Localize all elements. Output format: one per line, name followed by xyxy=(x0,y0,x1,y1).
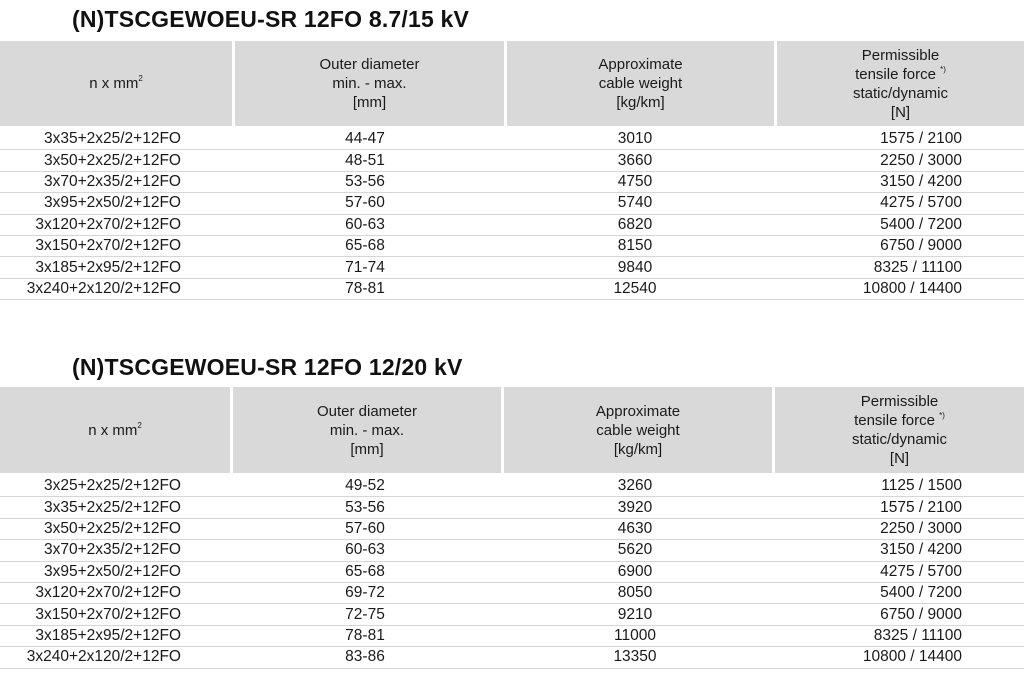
table-row xyxy=(0,476,1024,497)
cell-force: 3150 / 4200 xyxy=(880,172,962,190)
cell-force: 1125 / 1500 xyxy=(881,477,962,495)
cell-size: 3x95+2x50/2+12FO xyxy=(43,194,181,212)
cell-size: 3x150+2x70/2+12FO xyxy=(35,237,181,255)
cell-diameter: 78-81 xyxy=(345,626,385,644)
cell-diameter: 44-47 xyxy=(345,130,385,148)
cell-diameter: 60-63 xyxy=(345,215,385,233)
table-title: (N)TSCGEWOEU-SR 12FO 8.7/15 kV xyxy=(72,6,470,32)
cell-diameter: 60-63 xyxy=(345,541,385,559)
cell-diameter: 72-75 xyxy=(345,605,385,623)
header-tensile-force: Permissible tensile force *) static/dynamic [N] xyxy=(777,41,1024,126)
cell-size: 3x95+2x50/2+12FO xyxy=(43,562,181,580)
cell-weight: 13350 xyxy=(613,648,657,666)
table-row xyxy=(0,150,1024,171)
cell-weight: 3260 xyxy=(617,477,653,495)
table-body xyxy=(0,129,1024,300)
header-tensile-force: Permissible tensile force *) static/dynamic [N] xyxy=(775,387,1024,473)
cell-weight: 3660 xyxy=(617,151,653,169)
cell-force: 5400 / 7200 xyxy=(880,215,962,233)
cell-force: 6750 / 9000 xyxy=(880,605,962,623)
header-diameter: Outer diameter min. - max. [mm] xyxy=(235,41,507,126)
cell-force: 10800 / 14400 xyxy=(862,648,962,666)
cell-size: 3x120+2x70/2+12FO xyxy=(35,215,181,233)
header-weight: Approximate cable weight [kg/km] xyxy=(507,41,777,126)
cell-size: 3x185+2x95/2+12FO xyxy=(35,258,181,276)
cell-force: 8325 / 11100 xyxy=(873,258,962,276)
cell-force: 4275 / 5700 xyxy=(880,194,962,212)
cell-weight: 6820 xyxy=(617,215,653,233)
header-size: n x $mm^2$ xyxy=(0,387,233,473)
cell-size: 3x35+2x25/2+12FO xyxy=(43,498,181,516)
table-row xyxy=(0,519,1024,540)
cell-force: 5400 / 7200 xyxy=(880,584,962,602)
header-weight: Approximate cable weight [kg/km] xyxy=(504,387,775,473)
table-row xyxy=(0,647,1024,668)
cell-weight: 5620 xyxy=(617,541,653,559)
cell-weight: 11000 xyxy=(614,626,656,644)
cell-force: 2250 / 3000 xyxy=(880,519,962,537)
table-body xyxy=(0,476,1024,669)
table-row xyxy=(0,236,1024,257)
cell-force: 1575 / 2100 xyxy=(880,498,962,516)
cell-diameter: 48-51 xyxy=(345,151,385,169)
cell-size: 3x240+2x120/2+12FO xyxy=(26,279,181,297)
cell-diameter: 57-60 xyxy=(345,194,385,212)
cell-diameter: 71-74 xyxy=(345,258,385,276)
cell-force: 1575 / 2100 xyxy=(880,130,962,148)
cell-size: 3x25+2x25/2+12FO xyxy=(43,477,181,495)
cell-size: 3x240+2x120/2+12FO xyxy=(26,648,181,666)
table-row xyxy=(0,129,1024,150)
cell-weight: 9210 xyxy=(617,605,653,623)
cell-diameter: 65-68 xyxy=(345,562,385,580)
table-row xyxy=(0,583,1024,604)
cell-size: 3x35+2x25/2+12FO xyxy=(43,130,181,148)
table-header xyxy=(0,41,1024,126)
cell-weight: 8150 xyxy=(617,237,653,255)
table-row xyxy=(0,540,1024,561)
cell-weight: 6900 xyxy=(617,562,653,580)
cell-force: 2250 / 3000 xyxy=(880,151,962,169)
cell-size: 3x50+2x25/2+12FO xyxy=(43,519,181,537)
cell-weight: 12540 xyxy=(613,279,657,297)
table-row xyxy=(0,626,1024,647)
cell-weight: 8050 xyxy=(617,584,653,602)
table-title: (N)TSCGEWOEU-SR 12FO 12/20 kV xyxy=(72,354,463,380)
cell-diameter: 83-86 xyxy=(345,648,385,666)
table-header xyxy=(0,387,1024,473)
cell-diameter: 69-72 xyxy=(345,584,385,602)
cell-weight: 9840 xyxy=(617,258,653,276)
table-row xyxy=(0,215,1024,236)
cell-size: 3x185+2x95/2+12FO xyxy=(35,626,181,644)
cell-diameter: 53-56 xyxy=(345,498,385,516)
cell-diameter: 78-81 xyxy=(345,279,385,297)
cell-weight: 5740 xyxy=(617,194,653,212)
cell-force: 4275 / 5700 xyxy=(880,562,962,580)
cell-size: 3x70+2x35/2+12FO xyxy=(43,541,181,559)
cell-force: 6750 / 9000 xyxy=(880,237,962,255)
table-row xyxy=(0,497,1024,518)
cell-force: 8325 / 11100 xyxy=(873,626,962,644)
cell-force: 3150 / 4200 xyxy=(880,541,962,559)
table-row xyxy=(0,562,1024,583)
table-row xyxy=(0,193,1024,214)
table-row xyxy=(0,172,1024,193)
header-diameter: Outer diameter min. - max. [mm] xyxy=(233,387,504,473)
cell-weight: 3010 xyxy=(617,130,653,148)
cell-diameter: 65-68 xyxy=(345,237,385,255)
cell-force: 10800 / 14400 xyxy=(862,279,962,297)
header-size: n x $mm^2$ xyxy=(0,41,235,126)
table-row xyxy=(0,279,1024,300)
cell-weight: 4750 xyxy=(617,172,653,190)
cell-size: 3x150+2x70/2+12FO xyxy=(35,605,181,623)
cell-diameter: 49-52 xyxy=(345,477,385,495)
cell-diameter: 57-60 xyxy=(345,519,385,537)
cell-size: 3x70+2x35/2+12FO xyxy=(43,172,181,190)
cell-size: 3x50+2x25/2+12FO xyxy=(43,151,181,169)
cell-weight: 4630 xyxy=(617,519,653,537)
table-row xyxy=(0,257,1024,278)
cell-diameter: 53-56 xyxy=(345,172,385,190)
cell-size: 3x120+2x70/2+12FO xyxy=(35,584,181,602)
cell-weight: 3920 xyxy=(617,498,653,516)
table-row xyxy=(0,604,1024,625)
